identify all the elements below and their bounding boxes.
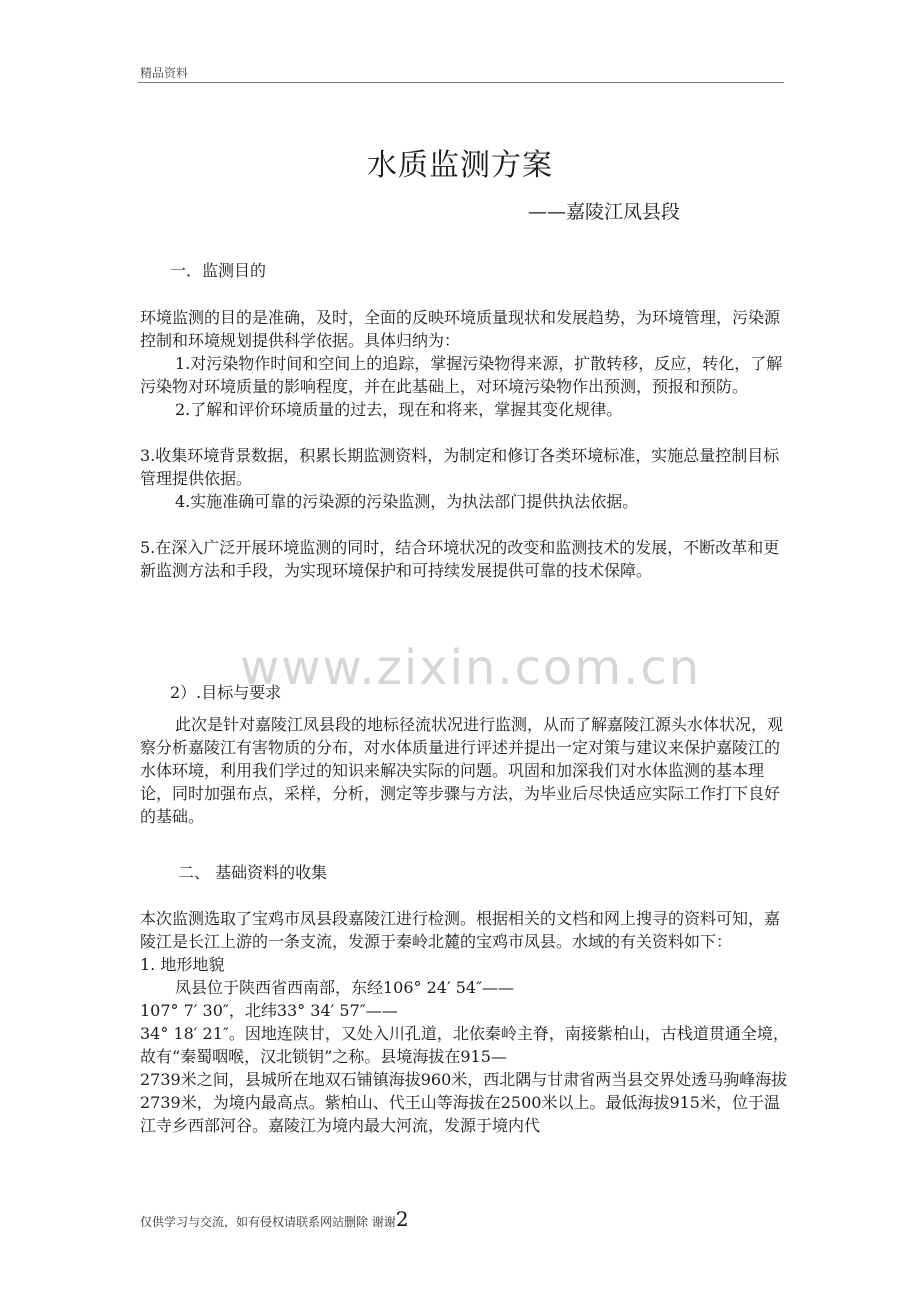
header-divider xyxy=(138,82,784,83)
purpose-item-3: 3.收集环境背景数据，积累长期监测资料，为制定和修订各类环境标准，实施总量控制目标管理提供依据。 xyxy=(140,446,780,488)
blank-line xyxy=(140,421,790,444)
purpose-paragraph xyxy=(140,306,790,582)
section-heading-basic-data: 二、 基础资料的收集 xyxy=(178,863,328,882)
purpose-item-2: 2.了解和评价环境质量的过去，现在和将来，掌握其变化规律。 xyxy=(175,400,623,419)
terrain-line-4: 2739米之间，县城所在地双石铺镇海拔960米，西北隅与甘肃省两当县交界处透马驹峰海拔2739米，为境内最高点。紫柏山、代王山等海拔在2500米以上。最低海拔915米，位于温江寺乡西部河谷。嘉陵江为境内最大河流，发源于境内代 xyxy=(140,1070,788,1135)
terrain-line-3: 34° 18′ 21″。因地连陕甘，又处入川孔道，北依秦岭主脊，南接紫柏山，古栈道贯通全境，故有“秦蜀咽喉，汉北锁钥”之称。县境海拔在915— xyxy=(140,1024,789,1066)
watermark: www.zixin.com.cn xyxy=(240,640,702,696)
purpose-item-5: 5.在深入广泛开展环境监测的同时，结合环境状况的改变和监测技术的发展，不断改革和更新监测方法和手段，为实现环境保护和可持续发展提供可靠的技术保障。 xyxy=(140,538,780,580)
section-heading-goals: 2）.目标与要求 xyxy=(170,683,282,702)
blank-line xyxy=(140,513,790,536)
document-subtitle: ——嘉陵江凤县段 xyxy=(528,201,681,223)
footer-text: 仅供学习与交流，如有侵权请联系网站删除 谢谢 xyxy=(140,1215,396,1229)
page-header: 精品资料 xyxy=(140,66,189,80)
goals-paragraph xyxy=(140,713,790,828)
basic-data-item-1: 1. 地形地貌 xyxy=(140,955,225,974)
section-heading-purpose: 一．监测目的 xyxy=(170,261,267,280)
basic-data-intro: 本次监测选取了宝鸡市凤县段嘉陵江进行检测。根据相关的文档和网上搜寻的资料可知，嘉陵江是长江上游的一条支流，发源于秦岭北麓的宝鸡市凤县。水域的有关资料如下： xyxy=(140,909,781,951)
page-number: 2 xyxy=(395,1207,409,1231)
page-footer xyxy=(140,1207,409,1231)
purpose-item-4: 4.实施准确可靠的污染源的污染监测，为执法部门提供执法依据。 xyxy=(175,492,639,511)
goals-text: 此次是针对嘉陵江凤县段的地标径流状况进行监测，从而了解嘉陵江源头水体状况，观察分析嘉陵江有害物质的分布，对水体质量进行评述并提出一定对策与建议来保护嘉陵江的水体环境，利用我们学过的知识来解决实际的问题。巩固和加深我们对水体监测的基本理论，同时加强布点，采样，分析，测定等步骤与方法，为毕业后尽快适应实际工作打下良好的基础。 xyxy=(140,715,784,826)
basic-data-paragraph xyxy=(140,907,790,1137)
terrain-line-2: 107° 7′ 30″，北纬33° 34′ 57″—— xyxy=(140,1001,398,1020)
purpose-item-1: 1.对污染物作时间和空间上的追踪，掌握污染物得来源，扩散转移，反应，转化，了解污染物对环境质量的影响程度，并在此基础上，对环境污染物作出预测，预报和预防。 xyxy=(140,354,783,396)
document-title: 水质监测方案 xyxy=(367,148,553,183)
terrain-line-1: 凤县位于陕西省西南部，东经106° 24′ 54″—— xyxy=(175,978,515,997)
purpose-intro: 环境监测的目的是准确，及时，全面的反映环境质量现状和发展趋势，为环境管理，污染源控制和环境规划提供科学依据。具体归纳为： xyxy=(140,308,781,350)
